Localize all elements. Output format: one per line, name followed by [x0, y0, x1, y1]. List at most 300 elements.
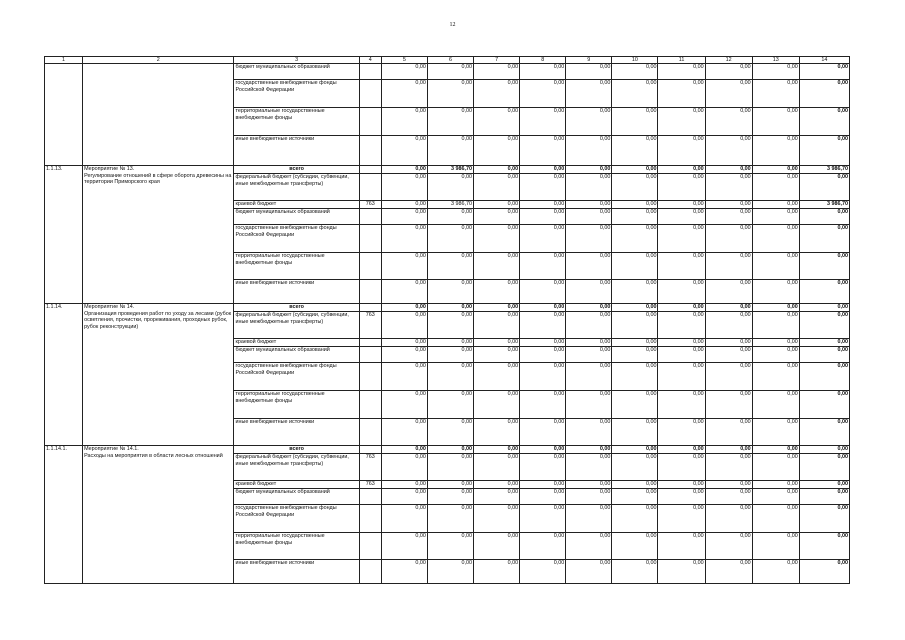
amount-cell: 0,00 [658, 339, 705, 347]
amount-cell: 0,00 [752, 136, 799, 166]
amount-cell: 0,00 [612, 225, 658, 253]
amount-cell: 0,00 [566, 560, 612, 584]
amount-cell: 0,00 [799, 446, 849, 454]
amount-cell: 0,00 [658, 533, 705, 560]
amount-cell: 0,00 [427, 174, 473, 201]
budget-code [359, 339, 381, 347]
amount-cell: 0,00 [658, 64, 705, 80]
amount-cell: 0,00 [752, 312, 799, 339]
funding-source: государственные внебюджетные фонды Российской Федерации [234, 80, 359, 108]
amount-cell: 0,00 [427, 419, 473, 446]
amount-cell: 0,00 [658, 505, 705, 533]
amount-cell: 0,00 [520, 166, 566, 174]
amount-cell: 0,00 [799, 304, 849, 312]
amount-cell: 0,00 [427, 136, 473, 166]
amount-cell: 0,00 [566, 347, 612, 363]
amount-cell: 0,00 [658, 446, 705, 454]
amount-cell: 0,00 [705, 489, 752, 505]
measure-code: 1.1.14.1. [45, 446, 83, 584]
amount-cell: 0,00 [799, 481, 849, 489]
amount-cell: 0,00 [427, 363, 473, 391]
amount-cell: 0,00 [381, 489, 427, 505]
amount-cell: 0,00 [566, 64, 612, 80]
amount-cell: 0,00 [566, 446, 612, 454]
amount-cell: 0,00 [799, 136, 849, 166]
column-header: 10 [612, 57, 658, 64]
amount-cell: 0,00 [658, 225, 705, 253]
budget-code [359, 108, 381, 136]
amount-cell: 0,00 [752, 489, 799, 505]
table-body [45, 57, 850, 584]
amount-cell: 0,00 [612, 201, 658, 209]
amount-cell: 0,00 [381, 209, 427, 225]
page-number: 12 [449, 22, 456, 28]
amount-cell: 0,00 [381, 108, 427, 136]
amount-cell: 0,00 [520, 363, 566, 391]
table-row [45, 304, 850, 312]
amount-cell: 0,00 [474, 80, 520, 108]
budget-code [359, 225, 381, 253]
table-row [45, 64, 850, 80]
amount-cell: 0,00 [566, 391, 612, 419]
amount-cell: 0,00 [520, 304, 566, 312]
amount-cell: 0,00 [520, 481, 566, 489]
amount-cell: 0,00 [520, 136, 566, 166]
amount-cell: 0,00 [658, 419, 705, 446]
budget-code [359, 136, 381, 166]
amount-cell: 0,00 [658, 166, 705, 174]
column-header: 12 [705, 57, 752, 64]
amount-cell: 0,00 [752, 64, 799, 80]
measure-title: Мероприятие № 14.1. Расходы на мероприятия в области лесных отношений [83, 446, 234, 584]
amount-cell: 0,00 [752, 560, 799, 584]
amount-cell: 0,00 [752, 347, 799, 363]
budget-code [359, 391, 381, 419]
amount-cell: 0,00 [799, 419, 849, 446]
amount-cell: 0,00 [799, 505, 849, 533]
amount-cell: 0,00 [566, 136, 612, 166]
amount-cell: 0,00 [705, 446, 752, 454]
amount-cell: 0,00 [474, 312, 520, 339]
funding-source: государственные внебюджетные фонды Российской Федерации [234, 363, 359, 391]
amount-cell: 0,00 [427, 481, 473, 489]
amount-cell: 0,00 [566, 481, 612, 489]
amount-cell: 0,00 [520, 174, 566, 201]
amount-cell: 0,00 [752, 209, 799, 225]
amount-cell: 0,00 [799, 108, 849, 136]
amount-cell: 0,00 [427, 560, 473, 584]
amount-cell: 0,00 [566, 166, 612, 174]
amount-cell: 0,00 [658, 108, 705, 136]
header-row [45, 57, 850, 64]
amount-cell: 0,00 [381, 253, 427, 280]
amount-cell: 0,00 [799, 489, 849, 505]
funding-source: бюджет муниципальных образований [234, 347, 359, 363]
amount-cell: 0,00 [427, 253, 473, 280]
amount-cell: 0,00 [474, 225, 520, 253]
amount-cell: 0,00 [381, 136, 427, 166]
amount-cell: 0,00 [752, 174, 799, 201]
amount-cell: 0,00 [612, 446, 658, 454]
amount-cell: 0,00 [566, 312, 612, 339]
amount-cell: 0,00 [520, 391, 566, 419]
budget-code [359, 533, 381, 560]
amount-cell: 3 986,70 [427, 166, 473, 174]
budget-code [359, 560, 381, 584]
budget-table [44, 56, 850, 584]
amount-cell: 0,00 [381, 347, 427, 363]
amount-cell: 0,00 [474, 481, 520, 489]
amount-cell: 0,00 [474, 454, 520, 481]
amount-cell: 0,00 [658, 391, 705, 419]
amount-cell: 0,00 [612, 339, 658, 347]
amount-cell: 0,00 [427, 505, 473, 533]
amount-cell: 0,00 [705, 209, 752, 225]
column-header: 5 [381, 57, 427, 64]
amount-cell: 0,00 [705, 280, 752, 304]
amount-cell: 0,00 [520, 225, 566, 253]
amount-cell: 0,00 [381, 339, 427, 347]
measure-code [45, 64, 83, 166]
amount-cell: 0,00 [752, 419, 799, 446]
amount-cell: 0,00 [566, 280, 612, 304]
amount-cell: 0,00 [566, 505, 612, 533]
amount-cell: 0,00 [612, 108, 658, 136]
amount-cell: 0,00 [566, 225, 612, 253]
amount-cell: 0,00 [520, 312, 566, 339]
amount-cell: 0,00 [752, 454, 799, 481]
budget-code [359, 209, 381, 225]
amount-cell: 0,00 [427, 454, 473, 481]
budget-code [359, 80, 381, 108]
amount-cell: 0,00 [381, 80, 427, 108]
amount-cell: 0,00 [381, 391, 427, 419]
amount-cell: 0,00 [474, 64, 520, 80]
budget-code [359, 166, 381, 174]
amount-cell: 0,00 [566, 363, 612, 391]
column-header: 6 [427, 57, 473, 64]
funding-source: федеральный бюджет (субсидии, субвенции, иные межбюджетные трансферты) [234, 312, 359, 339]
budget-code: 763 [359, 312, 381, 339]
amount-cell: 0,00 [612, 280, 658, 304]
amount-cell: 0,00 [612, 174, 658, 201]
amount-cell: 0,00 [658, 209, 705, 225]
amount-cell: 0,00 [752, 481, 799, 489]
amount-cell: 0,00 [520, 280, 566, 304]
funding-source: краевой бюджет [234, 201, 359, 209]
budget-code [359, 280, 381, 304]
amount-cell: 0,00 [705, 166, 752, 174]
amount-cell: 0,00 [427, 446, 473, 454]
funding-source: территориальные государственные внебюджетные фонды [234, 533, 359, 560]
budget-code [359, 419, 381, 446]
amount-cell: 0,00 [705, 253, 752, 280]
amount-cell: 0,00 [520, 347, 566, 363]
amount-cell: 0,00 [381, 312, 427, 339]
amount-cell: 0,00 [474, 419, 520, 446]
amount-cell: 0,00 [520, 339, 566, 347]
amount-cell: 0,00 [381, 505, 427, 533]
column-header: 13 [752, 57, 799, 64]
amount-cell: 0,00 [752, 225, 799, 253]
measure-title: Мероприятие № 14. Организация проведения работ по уходу за лесами (рубок осветления, прочистки, прореживания, проходных рубок, рубок реконструкции) [83, 304, 234, 446]
amount-cell: 0,00 [799, 391, 849, 419]
amount-cell: 0,00 [612, 347, 658, 363]
amount-cell: 0,00 [752, 253, 799, 280]
amount-cell: 0,00 [381, 201, 427, 209]
amount-cell: 0,00 [566, 304, 612, 312]
budget-code [359, 64, 381, 80]
amount-cell: 0,00 [520, 533, 566, 560]
amount-cell: 0,00 [566, 80, 612, 108]
amount-cell: 0,00 [752, 80, 799, 108]
amount-cell: 0,00 [566, 419, 612, 446]
column-header: 2 [83, 57, 234, 64]
amount-cell: 0,00 [381, 166, 427, 174]
amount-cell: 0,00 [752, 280, 799, 304]
funding-source: иные внебюджетные источники [234, 136, 359, 166]
amount-cell: 3 986,70 [427, 201, 473, 209]
amount-cell: 0,00 [566, 253, 612, 280]
amount-cell: 0,00 [520, 419, 566, 446]
amount-cell: 0,00 [566, 108, 612, 136]
amount-cell: 0,00 [381, 225, 427, 253]
measure-code: 1.1.13. [45, 166, 83, 304]
funding-source: всего [234, 304, 359, 312]
amount-cell: 0,00 [474, 166, 520, 174]
amount-cell: 0,00 [520, 80, 566, 108]
amount-cell: 0,00 [520, 489, 566, 505]
amount-cell: 0,00 [427, 347, 473, 363]
amount-cell: 0,00 [474, 363, 520, 391]
amount-cell: 0,00 [799, 533, 849, 560]
amount-cell: 0,00 [612, 253, 658, 280]
amount-cell: 0,00 [427, 312, 473, 339]
amount-cell: 0,00 [474, 391, 520, 419]
column-header: 7 [474, 57, 520, 64]
amount-cell: 0,00 [381, 481, 427, 489]
amount-cell: 0,00 [612, 533, 658, 560]
amount-cell: 0,00 [752, 391, 799, 419]
funding-source: территориальные государственные внебюджетные фонды [234, 108, 359, 136]
amount-cell: 0,00 [520, 108, 566, 136]
budget-code [359, 304, 381, 312]
funding-source: территориальные государственные внебюджетные фонды [234, 391, 359, 419]
budget-code: 763 [359, 201, 381, 209]
amount-cell: 0,00 [474, 304, 520, 312]
budget-code [359, 446, 381, 454]
amount-cell: 0,00 [474, 136, 520, 166]
amount-cell: 0,00 [427, 225, 473, 253]
amount-cell: 0,00 [705, 304, 752, 312]
amount-cell: 0,00 [612, 209, 658, 225]
amount-cell: 0,00 [799, 225, 849, 253]
amount-cell: 0,00 [612, 363, 658, 391]
table-row [45, 166, 850, 174]
amount-cell: 0,00 [658, 304, 705, 312]
amount-cell: 0,00 [658, 280, 705, 304]
amount-cell: 0,00 [566, 174, 612, 201]
amount-cell: 0,00 [799, 209, 849, 225]
amount-cell: 0,00 [427, 108, 473, 136]
amount-cell: 0,00 [705, 174, 752, 201]
amount-cell: 0,00 [612, 560, 658, 584]
amount-cell: 0,00 [474, 201, 520, 209]
column-header: 4 [359, 57, 381, 64]
amount-cell: 0,00 [474, 489, 520, 505]
amount-cell: 0,00 [381, 64, 427, 80]
funding-source: краевой бюджет [234, 481, 359, 489]
amount-cell: 0,00 [799, 339, 849, 347]
amount-cell: 0,00 [427, 391, 473, 419]
table-row [45, 446, 850, 454]
amount-cell: 0,00 [658, 363, 705, 391]
amount-cell: 0,00 [705, 505, 752, 533]
amount-cell: 0,00 [474, 339, 520, 347]
funding-source: бюджет муниципальных образований [234, 489, 359, 505]
amount-cell: 0,00 [799, 347, 849, 363]
amount-cell: 0,00 [705, 64, 752, 80]
amount-cell: 0,00 [381, 560, 427, 584]
column-header: 3 [234, 57, 359, 64]
measure-code: 1.1.14. [45, 304, 83, 446]
amount-cell: 0,00 [474, 347, 520, 363]
amount-cell: 0,00 [520, 446, 566, 454]
amount-cell: 0,00 [658, 481, 705, 489]
amount-cell: 0,00 [474, 280, 520, 304]
amount-cell: 0,00 [705, 363, 752, 391]
amount-cell: 0,00 [381, 419, 427, 446]
amount-cell: 0,00 [520, 560, 566, 584]
funding-source: государственные внебюджетные фонды Российской Федерации [234, 505, 359, 533]
amount-cell: 0,00 [705, 533, 752, 560]
budget-code [359, 253, 381, 280]
amount-cell: 0,00 [381, 363, 427, 391]
amount-cell: 0,00 [520, 454, 566, 481]
amount-cell: 0,00 [658, 489, 705, 505]
amount-cell: 0,00 [799, 312, 849, 339]
amount-cell: 0,00 [612, 304, 658, 312]
funding-source: федеральный бюджет (субсидии, субвенции, иные межбюджетные трансферты) [234, 454, 359, 481]
funding-source: краевой бюджет [234, 339, 359, 347]
budget-code [359, 347, 381, 363]
budget-code [359, 489, 381, 505]
amount-cell: 0,00 [705, 108, 752, 136]
amount-cell: 0,00 [799, 64, 849, 80]
amount-cell: 0,00 [658, 174, 705, 201]
column-header: 8 [520, 57, 566, 64]
amount-cell: 0,00 [752, 533, 799, 560]
amount-cell: 0,00 [612, 166, 658, 174]
amount-cell: 0,00 [427, 304, 473, 312]
amount-cell: 3 986,70 [799, 166, 849, 174]
budget-code [359, 363, 381, 391]
funding-source: бюджет муниципальных образований [234, 209, 359, 225]
amount-cell: 0,00 [566, 339, 612, 347]
amount-cell: 0,00 [612, 64, 658, 80]
amount-cell: 0,00 [566, 201, 612, 209]
amount-cell: 0,00 [427, 209, 473, 225]
amount-cell: 0,00 [427, 280, 473, 304]
amount-cell: 0,00 [705, 347, 752, 363]
funding-source: иные внебюджетные источники [234, 419, 359, 446]
amount-cell: 0,00 [427, 339, 473, 347]
amount-cell: 0,00 [752, 505, 799, 533]
amount-cell: 0,00 [612, 419, 658, 446]
budget-code: 763 [359, 481, 381, 489]
amount-cell: 0,00 [474, 253, 520, 280]
budget-code: 763 [359, 454, 381, 481]
amount-cell: 0,00 [381, 446, 427, 454]
funding-source: бюджет муниципальных образований [234, 64, 359, 80]
amount-cell: 0,00 [752, 363, 799, 391]
amount-cell: 0,00 [612, 489, 658, 505]
column-header: 11 [658, 57, 705, 64]
amount-cell: 0,00 [799, 280, 849, 304]
amount-cell: 0,00 [799, 253, 849, 280]
funding-source: всего [234, 166, 359, 174]
measure-title: Мероприятие № 13. Регулирование отношений в сфере оборота древесины на территории Приморского края [83, 166, 234, 304]
column-header: 9 [566, 57, 612, 64]
amount-cell: 0,00 [520, 64, 566, 80]
amount-cell: 0,00 [705, 136, 752, 166]
amount-cell: 0,00 [474, 174, 520, 201]
amount-cell: 0,00 [520, 209, 566, 225]
amount-cell: 0,00 [612, 505, 658, 533]
amount-cell: 0,00 [520, 201, 566, 209]
amount-cell: 0,00 [474, 209, 520, 225]
amount-cell: 0,00 [427, 64, 473, 80]
funding-source: иные внебюджетные источники [234, 280, 359, 304]
amount-cell: 0,00 [474, 560, 520, 584]
amount-cell: 0,00 [752, 166, 799, 174]
amount-cell: 0,00 [658, 136, 705, 166]
amount-cell: 0,00 [612, 391, 658, 419]
amount-cell: 0,00 [658, 347, 705, 363]
amount-cell: 0,00 [752, 304, 799, 312]
amount-cell: 0,00 [799, 80, 849, 108]
amount-cell: 0,00 [612, 312, 658, 339]
amount-cell: 0,00 [474, 108, 520, 136]
budget-code [359, 505, 381, 533]
amount-cell: 0,00 [520, 253, 566, 280]
amount-cell: 0,00 [612, 454, 658, 481]
amount-cell: 0,00 [752, 446, 799, 454]
column-header: 14 [799, 57, 849, 64]
amount-cell: 0,00 [427, 489, 473, 505]
amount-cell: 0,00 [705, 225, 752, 253]
amount-cell: 0,00 [566, 454, 612, 481]
amount-cell: 3 986,70 [799, 201, 849, 209]
amount-cell: 0,00 [705, 419, 752, 446]
amount-cell: 0,00 [612, 80, 658, 108]
funding-source: иные внебюджетные источники [234, 560, 359, 584]
amount-cell: 0,00 [799, 454, 849, 481]
amount-cell: 0,00 [427, 80, 473, 108]
amount-cell: 0,00 [658, 201, 705, 209]
amount-cell: 0,00 [658, 80, 705, 108]
amount-cell: 0,00 [752, 339, 799, 347]
amount-cell: 0,00 [474, 446, 520, 454]
amount-cell: 0,00 [474, 505, 520, 533]
amount-cell: 0,00 [427, 533, 473, 560]
amount-cell: 0,00 [566, 209, 612, 225]
funding-source: всего [234, 446, 359, 454]
amount-cell: 0,00 [658, 560, 705, 584]
amount-cell: 0,00 [381, 174, 427, 201]
amount-cell: 0,00 [612, 481, 658, 489]
amount-cell: 0,00 [705, 80, 752, 108]
